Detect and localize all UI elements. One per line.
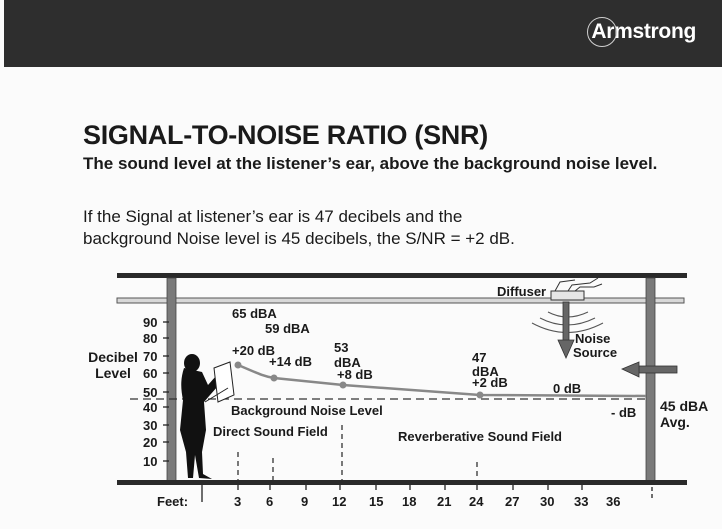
point3-level-num: 53	[334, 340, 349, 355]
body-line-2: background Noise level is 45 decibels, the S/NR = +2 dB.	[83, 229, 515, 248]
point4-snr: +2 dB	[472, 375, 508, 390]
y-tick-60: 60	[143, 366, 158, 381]
y-axis-title-line1: Decibel	[88, 349, 138, 365]
x-tick-18: 18	[402, 494, 417, 509]
noise-source-label-1: Noise	[575, 331, 611, 346]
x-tick-30: 30	[540, 494, 555, 509]
logo-text: Armstrong	[591, 20, 696, 43]
point1-level: 65 dBA	[232, 306, 277, 321]
point4-level-num: 47	[472, 350, 487, 365]
y-axis-title-line2: Level	[95, 365, 131, 381]
point3-snr: +8 dB	[337, 367, 373, 382]
x-tick-33: 33	[574, 494, 589, 509]
direct-sound-field-label: Direct Sound Field	[213, 424, 328, 439]
right-wall	[646, 278, 655, 481]
reverberative-sound-field-label: Reverberative Sound Field	[398, 429, 562, 444]
x-tick-27: 27	[505, 494, 520, 509]
left-wall	[167, 278, 176, 481]
body-line-1: If the Signal at listener’s ear is 47 decibels and the	[83, 207, 463, 226]
x-tick-36: 36	[606, 494, 621, 509]
ceiling-grid	[117, 298, 684, 303]
noise-source-label-2: Source	[573, 345, 618, 360]
x-tick-3: 3	[234, 494, 242, 509]
x-tick-15: 15	[369, 494, 384, 509]
y-tick-90: 90	[143, 315, 158, 330]
y-tick-80: 80	[143, 331, 158, 346]
avg-noise-label-1: 45 dBA	[660, 398, 709, 414]
signal-curve	[238, 365, 646, 396]
slide-title: SIGNAL-TO-NOISE RATIO (SNR)	[83, 120, 488, 150]
noise-down-arrow-icon	[558, 302, 574, 358]
point2-level: 59 dBA	[265, 321, 310, 336]
roof-line	[117, 273, 687, 278]
y-tick-30: 30	[143, 418, 158, 433]
y-tick-70: 70	[143, 349, 158, 364]
y-tick-10: 10	[143, 454, 158, 469]
paper-board	[214, 362, 234, 402]
y-tick-40: 40	[143, 400, 158, 415]
point1-snr: +20 dB	[232, 343, 275, 358]
x-tick-12: 12	[332, 494, 347, 509]
x-tick-21: 21	[437, 494, 452, 509]
point2-snr: +14 dB	[269, 354, 312, 369]
slide-subtitle: The sound level at the listener’s ear, above the background noise level.	[83, 154, 658, 173]
x-tick-9: 9	[301, 494, 309, 509]
background-noise-label: Background Noise Level	[231, 403, 383, 418]
minus-db-label: - dB	[611, 405, 637, 420]
x-tick-24: 24	[469, 494, 484, 509]
zero-db-label: 0 dB	[553, 381, 582, 396]
point3-level-unit: dBA	[334, 355, 361, 370]
avg-noise-label-2: Avg.	[660, 414, 690, 430]
y-tick-20: 20	[143, 435, 158, 450]
floor-line	[117, 480, 687, 485]
diffuser-label: Diffuser	[497, 284, 547, 299]
y-axis-title	[84, 349, 142, 381]
point4-level-unit: dBA	[472, 364, 499, 379]
y-tick-50: 50	[143, 385, 158, 400]
x-tick-6: 6	[266, 494, 274, 509]
x-axis-title: Feet:	[157, 494, 189, 509]
